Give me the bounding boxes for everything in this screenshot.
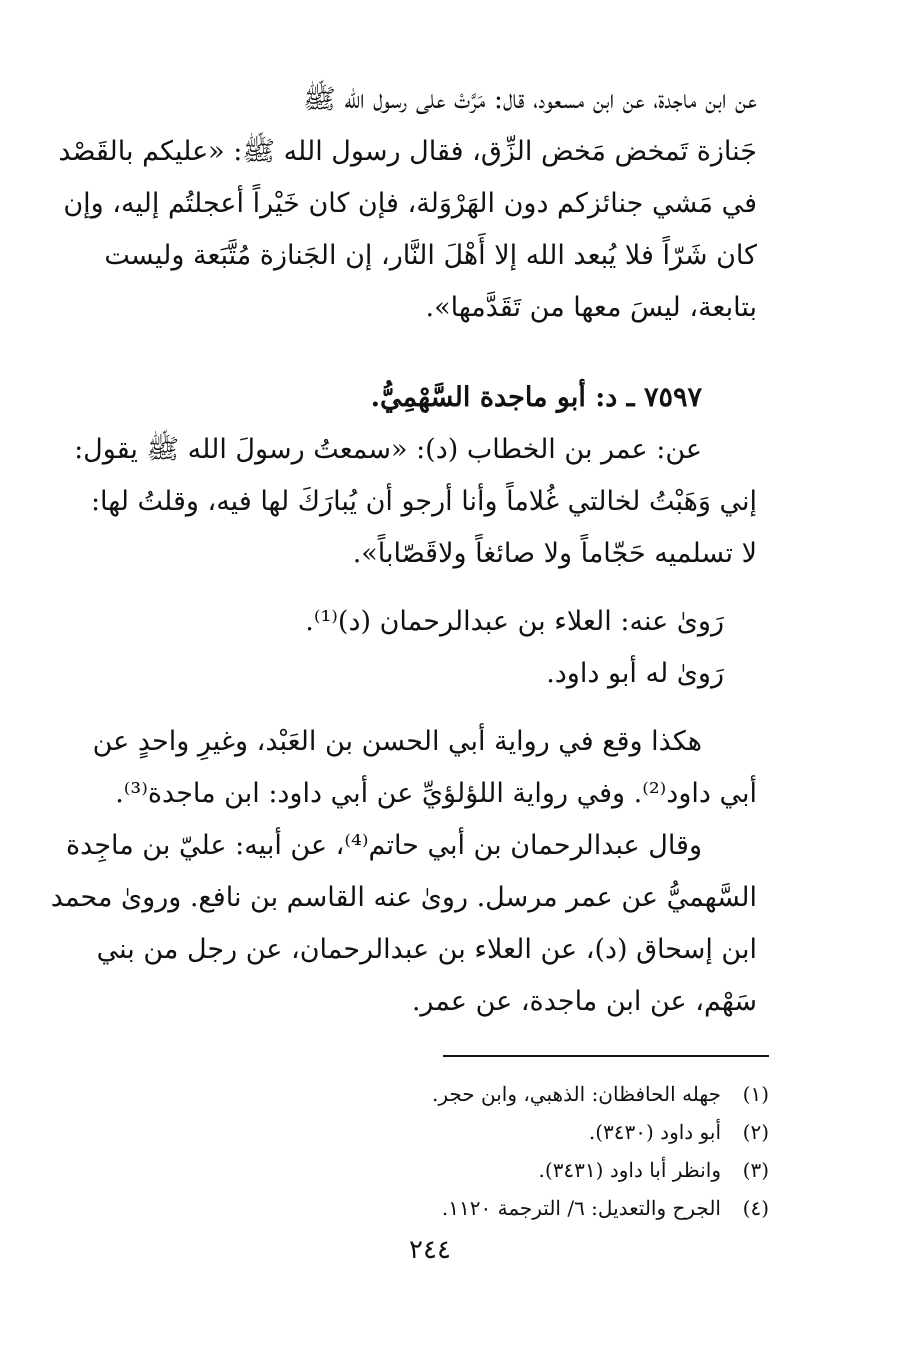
intro-line: كان شَرّاً فلا يُبعد الله إلا أَهْلَ النَّار، إن الجَنازة مُتَّبَعة وليست	[104, 240, 757, 271]
footnote-number: (٣)	[742, 1158, 769, 1182]
commentary-line: وقال عبدالرحمان بن أبي حاتم⁽⁴⁾، عن أبيه: عليّ بن ماجِدة	[66, 830, 702, 861]
footnotes	[149, 1075, 769, 1227]
footnote-number: (٢)	[742, 1120, 769, 1144]
commentary-line: أبي داود⁽²⁾. وفي رواية اللؤلؤيِّ عن أبي داود: ابن ماجدة⁽³⁾.	[115, 778, 757, 809]
footnote-text: وانظر أبا داود (٣٤٣١).	[538, 1158, 721, 1182]
commentary-line: سَهْم، عن ابن ماجدة، عن عمر.	[411, 986, 757, 1017]
entry-line: إني وَهَبْتُ لخالتي غُلاماً وأنا أرجو أن يُبارَكَ لها فيه، وقلتُ لها:	[90, 486, 757, 517]
footnote	[149, 1113, 769, 1151]
commentary-paragraph	[92, 716, 757, 820]
intro-line: بتابعة، ليسَ معها من تَقَدَّمها».	[425, 292, 757, 323]
entry-line: لا تسلميه حَجّاماً ولا صائغاً ولاقَصّاباً».	[352, 538, 757, 569]
footnote-divider	[443, 1055, 769, 1057]
footnote-text: جهله الحافظان: الذهبي، وابن حجر.	[431, 1082, 721, 1106]
narrators-section	[109, 596, 724, 700]
commentary-paragraph	[50, 820, 757, 1028]
commentary-line: ابن إسحاق (د)، عن العلاء بن عبدالرحمان، عن رجل من بني	[96, 934, 757, 965]
intro-line: عن ابن ماجدة، عن ابن مسعود، قال: مَرَّتْ على رسول الله ﷺ	[303, 84, 757, 115]
intro-line: في مَشي جنائزكم دون الهَرْوَلة، فإن كان خَيْراً أعجلتُم إليه، وإن	[63, 188, 757, 219]
entry-line: عن: عمر بن الخطاب (د): «سمعتُ رسولَ الله ﷺ يقول:	[74, 434, 702, 465]
entry-heading: ٧٥٩٧ ـ د: أبو ماجدة السَّهْمِيُّ.	[370, 382, 702, 413]
footnote-text: أبو داود (٣٤٣٠).	[588, 1120, 721, 1144]
footnote	[149, 1075, 769, 1113]
commentary-line: السَّهميُّ عن عمر مرسل. روىٰ عنه القاسم بن نافع. وروىٰ محمد	[50, 882, 757, 913]
page-number: ٢٤٤	[409, 1235, 451, 1265]
intro-line: جَنازة تَمخض مَخض الزِّق، فقال رسول الله ﷺ: «عليكم بالقَصْد	[58, 136, 757, 167]
biography-entry	[74, 372, 757, 580]
footnote-number: (٤)	[742, 1196, 769, 1220]
footnote-text: الجرح والتعديل: ٦/ الترجمة ١١٢٠.	[441, 1196, 721, 1220]
footnote	[149, 1151, 769, 1189]
footnote	[149, 1189, 769, 1227]
intro-paragraph	[58, 74, 757, 334]
narrated-from-line: رَوىٰ عنه: العلاء بن عبدالرحمان (د)⁽¹⁾.	[305, 606, 724, 637]
narrated-by-line: رَوىٰ له أبو داود.	[546, 658, 724, 689]
footnote-number: (١)	[742, 1082, 769, 1106]
commentary-line: هكذا وقع في رواية أبي الحسن بن العَبْد، وغيرِ واحدٍ عن	[92, 726, 702, 757]
